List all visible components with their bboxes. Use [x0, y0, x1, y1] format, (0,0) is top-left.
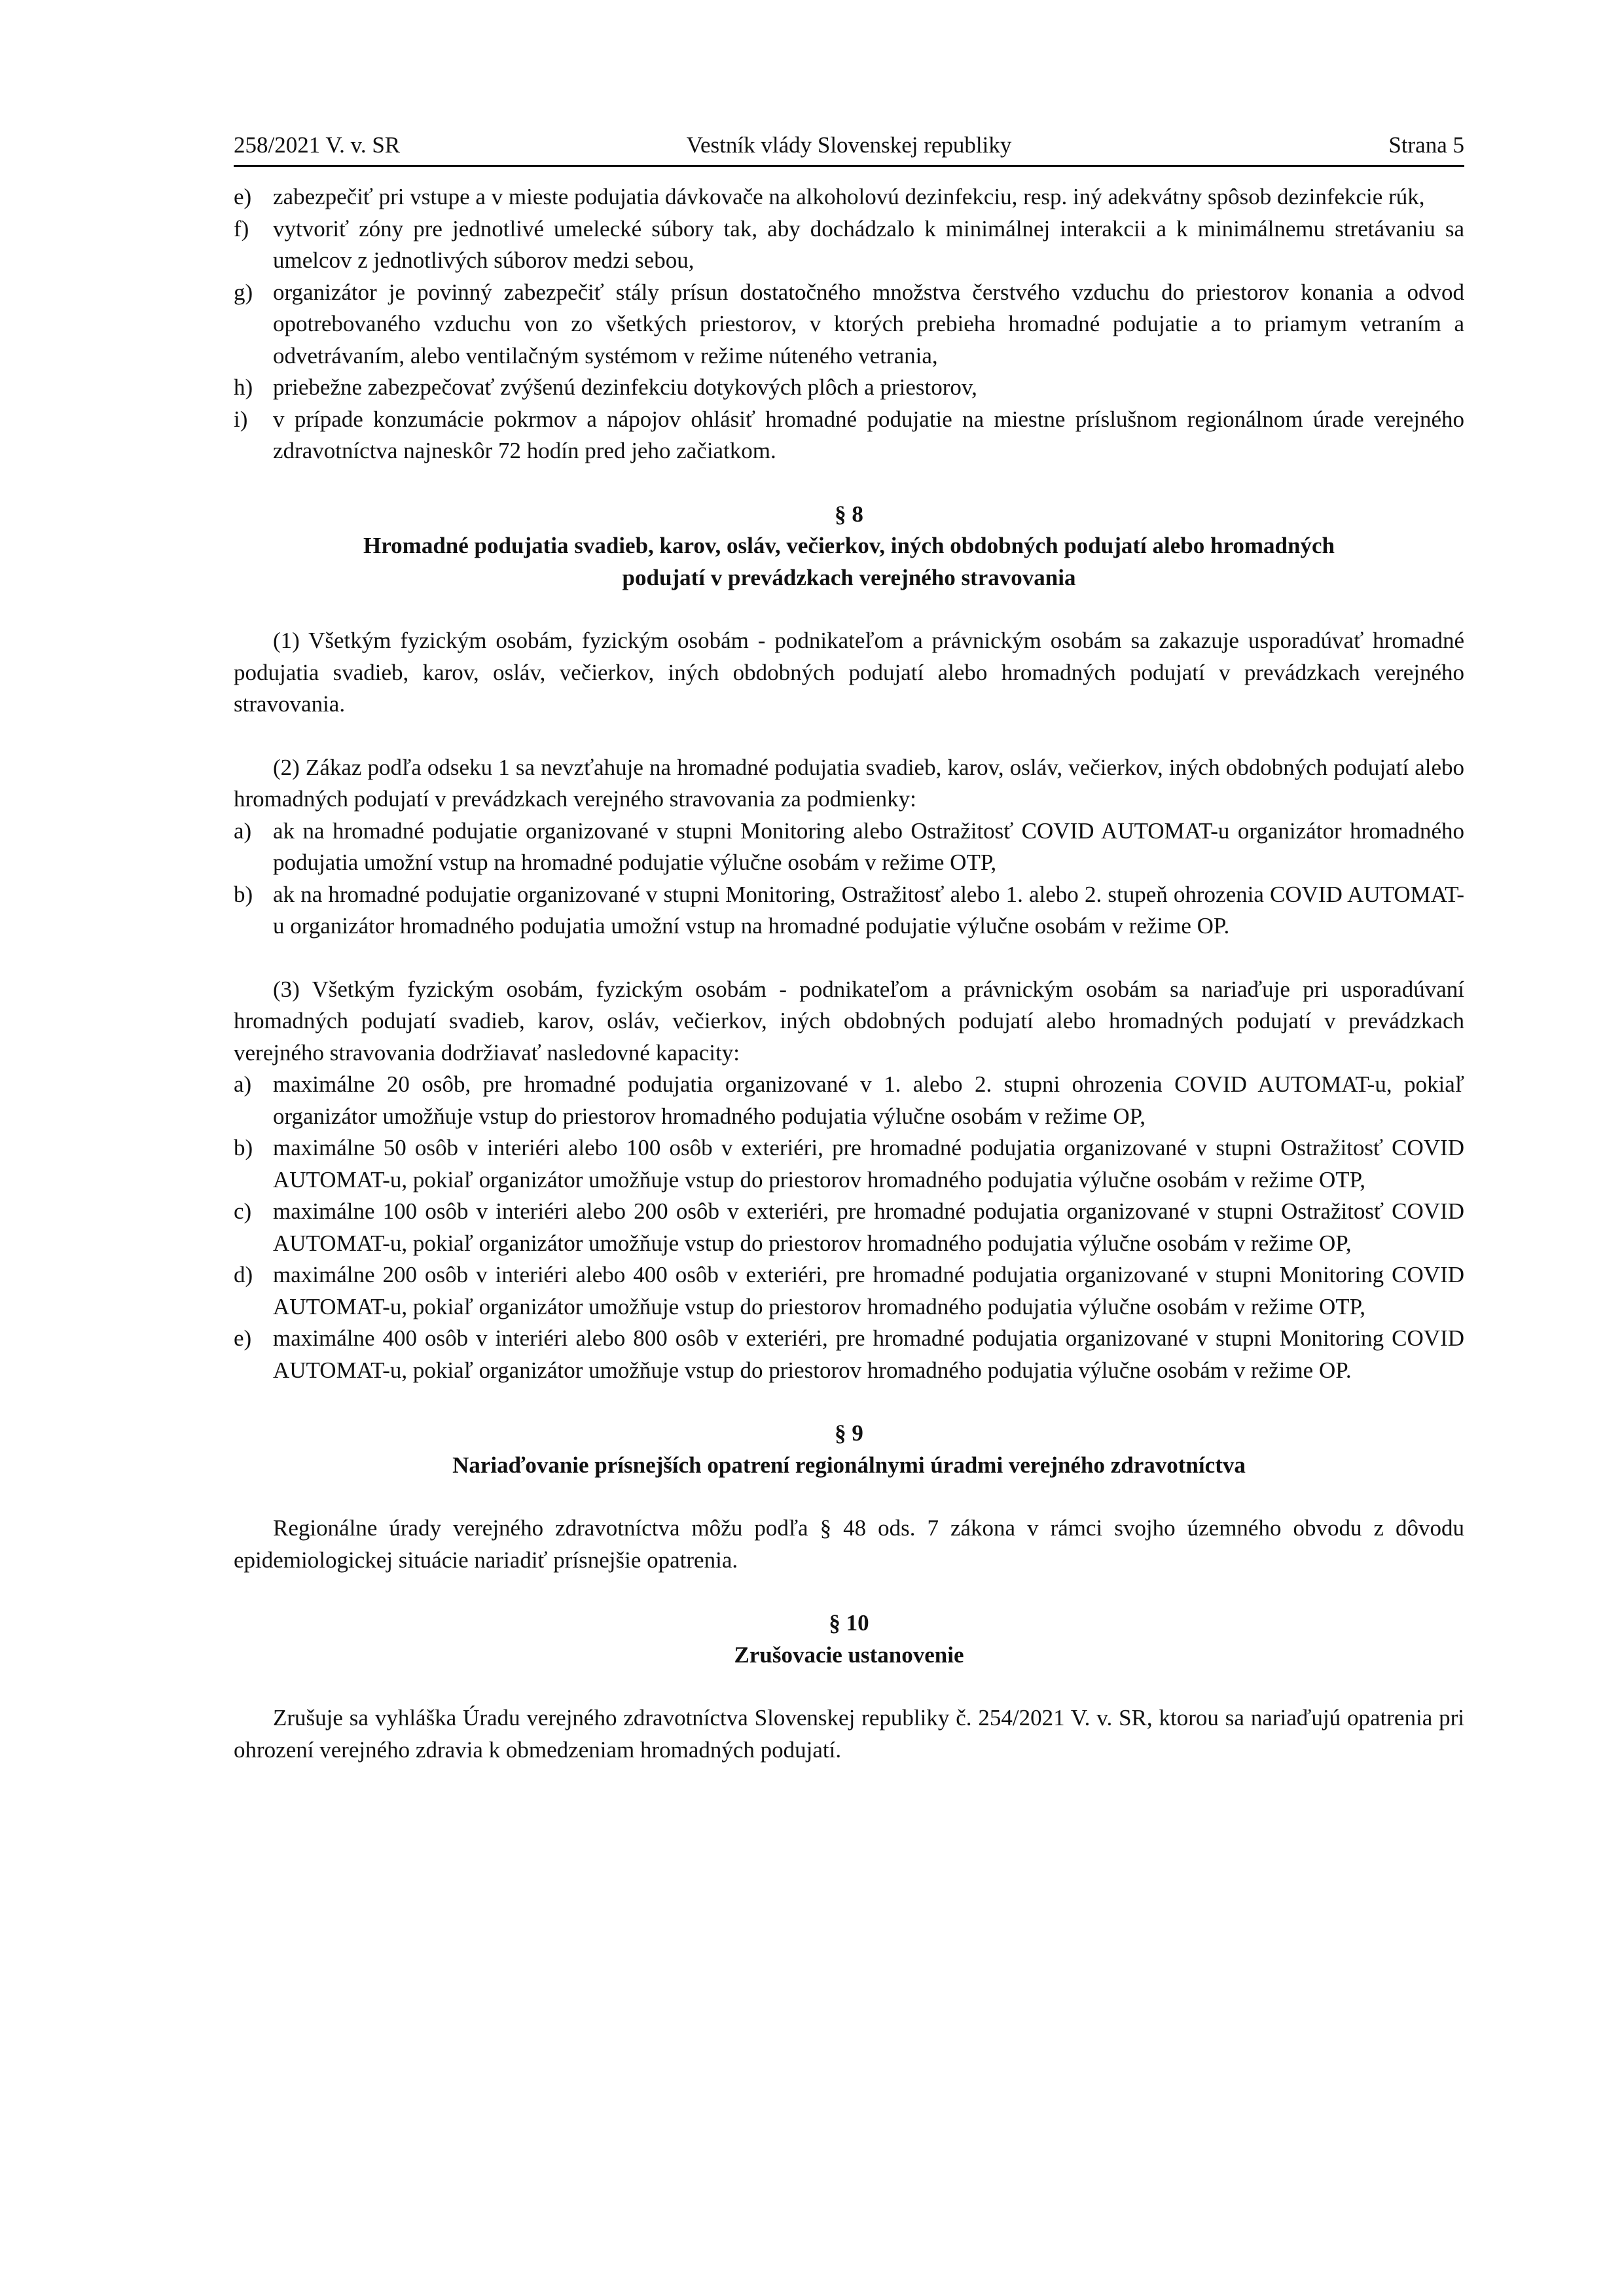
header-page-number: Strana 5: [1388, 132, 1464, 158]
section-10-number: § 10: [829, 1610, 869, 1636]
section-8-paragraph-2: (2) Zákaz podľa odseku 1 sa nevzťahuje na hromadné podujatia svadieb, karov, osláv, večierkov, iných obdobných podujatí alebo hromadných podujatí v prevádzkach verejného stravovania za podmienky:: [234, 754, 1464, 812]
list-item-text: maximálne 20 osôb, pre hromadné podujatia organizované v 1. alebo 2. stupni ohrozenia COVID AUTOMAT-u, pokiaľ organizátor umožňuje vstup do priestorov hromadného podujatia výlučne osobám v režime OP,: [273, 1071, 1464, 1129]
section-10-paragraph: Zrušuje sa vyhláška Úradu verejného zdravotníctva Slovenskej republiky č. 254/2021 V. v. SR, ktorou sa nariaďujú opatrenia pri ohrození verejného zdravia k obmedzeniam hromadných podujatí.: [234, 1705, 1464, 1763]
list-item-text: maximálne 50 osôb v interiéri alebo 100 osôb v exteriéri, pre hromadné podujatia organizované v stupni Ostražitosť COVID AUTOMAT-u, pokiaľ organizátor umožňuje vstup do priestorov hromadného podujatia výlučne osobám v režime OTP,: [273, 1135, 1464, 1193]
section-9-number: § 9: [835, 1420, 863, 1446]
list-item-text: organizátor je povinný zabezpečiť stály prísun dostatočného množstva čerstvého vzduchu do priestorov konania a odvod opotrebovaného vzduchu von zo všetkých priestorov, v ktorých prebieha hromadné podujatie a to priamym vetraním a odvetrávaním, alebo ventilačným systémom v režime núteného vetrania,: [273, 279, 1464, 368]
section-8-number: § 8: [835, 501, 863, 527]
document-page: [234, 131, 1464, 1766]
list-item: [234, 213, 1464, 277]
list-item-text: maximálne 100 osôb v interiéri alebo 200 osôb v exteriéri, pre hromadné podujatia organizované v stupni Ostražitosť COVID AUTOMAT-u, pokiaľ organizátor umožňuje vstup do priestorov hromadného podujatia výlučne osobám v režime OP,: [273, 1198, 1464, 1256]
list-item: [234, 1323, 1464, 1386]
list-item-label: a): [234, 817, 252, 844]
list-item-text: maximálne 400 osôb v interiéri alebo 800 osôb v exteriéri, pre hromadné podujatia organizované v stupni Monitoring COVID AUTOMAT-u, pokiaľ organizátor umožňuje vstup do priestorov hromadného podujatia výlučne osobám v režime OP.: [273, 1325, 1464, 1383]
list-item-label: b): [234, 1135, 253, 1160]
list-item: [234, 404, 1464, 467]
list-item-label: b): [234, 881, 253, 907]
list-item: [234, 1069, 1464, 1132]
header-issue: 258/2021 V. v. SR: [234, 132, 401, 158]
list-item-label: d): [234, 1262, 253, 1287]
header-journal-title: Vestník vlády Slovenskej republiky: [686, 132, 1012, 158]
section-10-title: Zrušovacie ustanovenie: [734, 1641, 964, 1668]
list-item-label: e): [234, 1325, 252, 1351]
section-8-paragraph-1: (1) Všetkým fyzickým osobám, fyzickým osobám - podnikateľom a právnickým osobám sa zakazuje usporadúvať hromadné podujatia svadieb, karov, osláv, večierkov, iných obdobných podujatí alebo hromadných podujatí v prevádzkach verejného stravovania.: [234, 628, 1464, 717]
list-item: [234, 1259, 1464, 1323]
section-8-paragraph-3: (3) Všetkým fyzickým osobám, fyzickým osobám - podnikateľom a právnickým osobám sa nariaďuje pri usporadúvaní hromadných podujatí svadieb, karov, osláv, večierkov, iných obdobných podujatí alebo hromadných podujatí v prevádzkach verejného stravovania dodržiavať nasledovné kapacity:: [234, 976, 1464, 1066]
list-item: [234, 372, 1464, 404]
list-item: [234, 181, 1464, 213]
list-item-text: vytvoriť zóny pre jednotlivé umelecké súbory tak, aby dochádzalo k minimálnej interakcii a k minimálnemu stretávaniu sa umelcov z jednotlivých súborov medzi sebou,: [273, 215, 1464, 273]
list-item: [234, 1196, 1464, 1259]
list-top: [234, 181, 1464, 467]
document-body: [234, 167, 1464, 1766]
list-item-label: f): [234, 215, 249, 242]
list-item-label: h): [234, 374, 253, 400]
list-item: [234, 1132, 1464, 1196]
section-8-paragraph-3-list: [234, 1069, 1464, 1386]
page-header: [234, 131, 1464, 167]
list-item-text: ak na hromadné podujatie organizované v stupni Monitoring, Ostražitosť alebo 1. alebo 2. stupeň ohrozenia COVID AUTOMAT-u organizátor hromadného podujatia umožní vstup na hromadné podujatie výlučne osobám v režime OP.: [273, 881, 1464, 939]
list-item-label: e): [234, 184, 252, 209]
list-item-label: i): [234, 406, 248, 432]
list-item: [234, 879, 1464, 942]
section-8-title-line1: Hromadné podujatia svadieb, karov, osláv, večierkov, iných obdobných podujatí alebo hromadných: [363, 533, 1335, 558]
list-item: [234, 816, 1464, 879]
list-item-text: zabezpečiť pri vstupe a v mieste podujatia dávkovače na alkoholovú dezinfekciu, resp. iný adekvátny spôsob dezinfekcie rúk,: [273, 184, 1425, 209]
list-item-text: v prípade konzumácie pokrmov a nápojov ohlásiť hromadné podujatie na miestne príslušnom regionálnom úrade verejného zdravotníctva najneskôr 72 hodín pred jeho začiatkom.: [273, 406, 1464, 463]
list-item-text: ak na hromadné podujatie organizované v stupni Monitoring alebo Ostražitosť COVID AUTOMAT-u organizátor hromadného podujatia umožní vstup na hromadné podujatie výlučne osobám v režime OTP,: [273, 817, 1464, 875]
list-item-label: g): [234, 279, 253, 305]
section-9-paragraph: Regionálne úrady verejného zdravotníctva môžu podľa § 48 ods. 7 zákona v rámci svojho územného obvodu z dôvodu epidemiologickej situácie nariadiť prísnejšie opatrenia.: [234, 1515, 1464, 1573]
list-item-text: maximálne 200 osôb v interiéri alebo 400 osôb v exteriéri, pre hromadné podujatia organizované v stupni Monitoring COVID AUTOMAT-u, pokiaľ organizátor umožňuje vstup do priestorov hromadného podujatia výlučne osobám v režime OTP,: [273, 1262, 1464, 1319]
section-9-title: Nariaďovanie prísnejších opatrení regionálnymi úradmi verejného zdravotníctva: [452, 1452, 1246, 1478]
list-item-text: priebežne zabezpečovať zvýšenú dezinfekciu dotykových plôch a priestorov,: [273, 374, 977, 400]
section-8-paragraph-2-list: [234, 816, 1464, 942]
section-8-title-line2: podujatí v prevádzkach verejného stravovania: [622, 564, 1076, 590]
list-item-label: c): [234, 1198, 252, 1224]
list-item-label: a): [234, 1071, 252, 1097]
list-item: [234, 277, 1464, 372]
